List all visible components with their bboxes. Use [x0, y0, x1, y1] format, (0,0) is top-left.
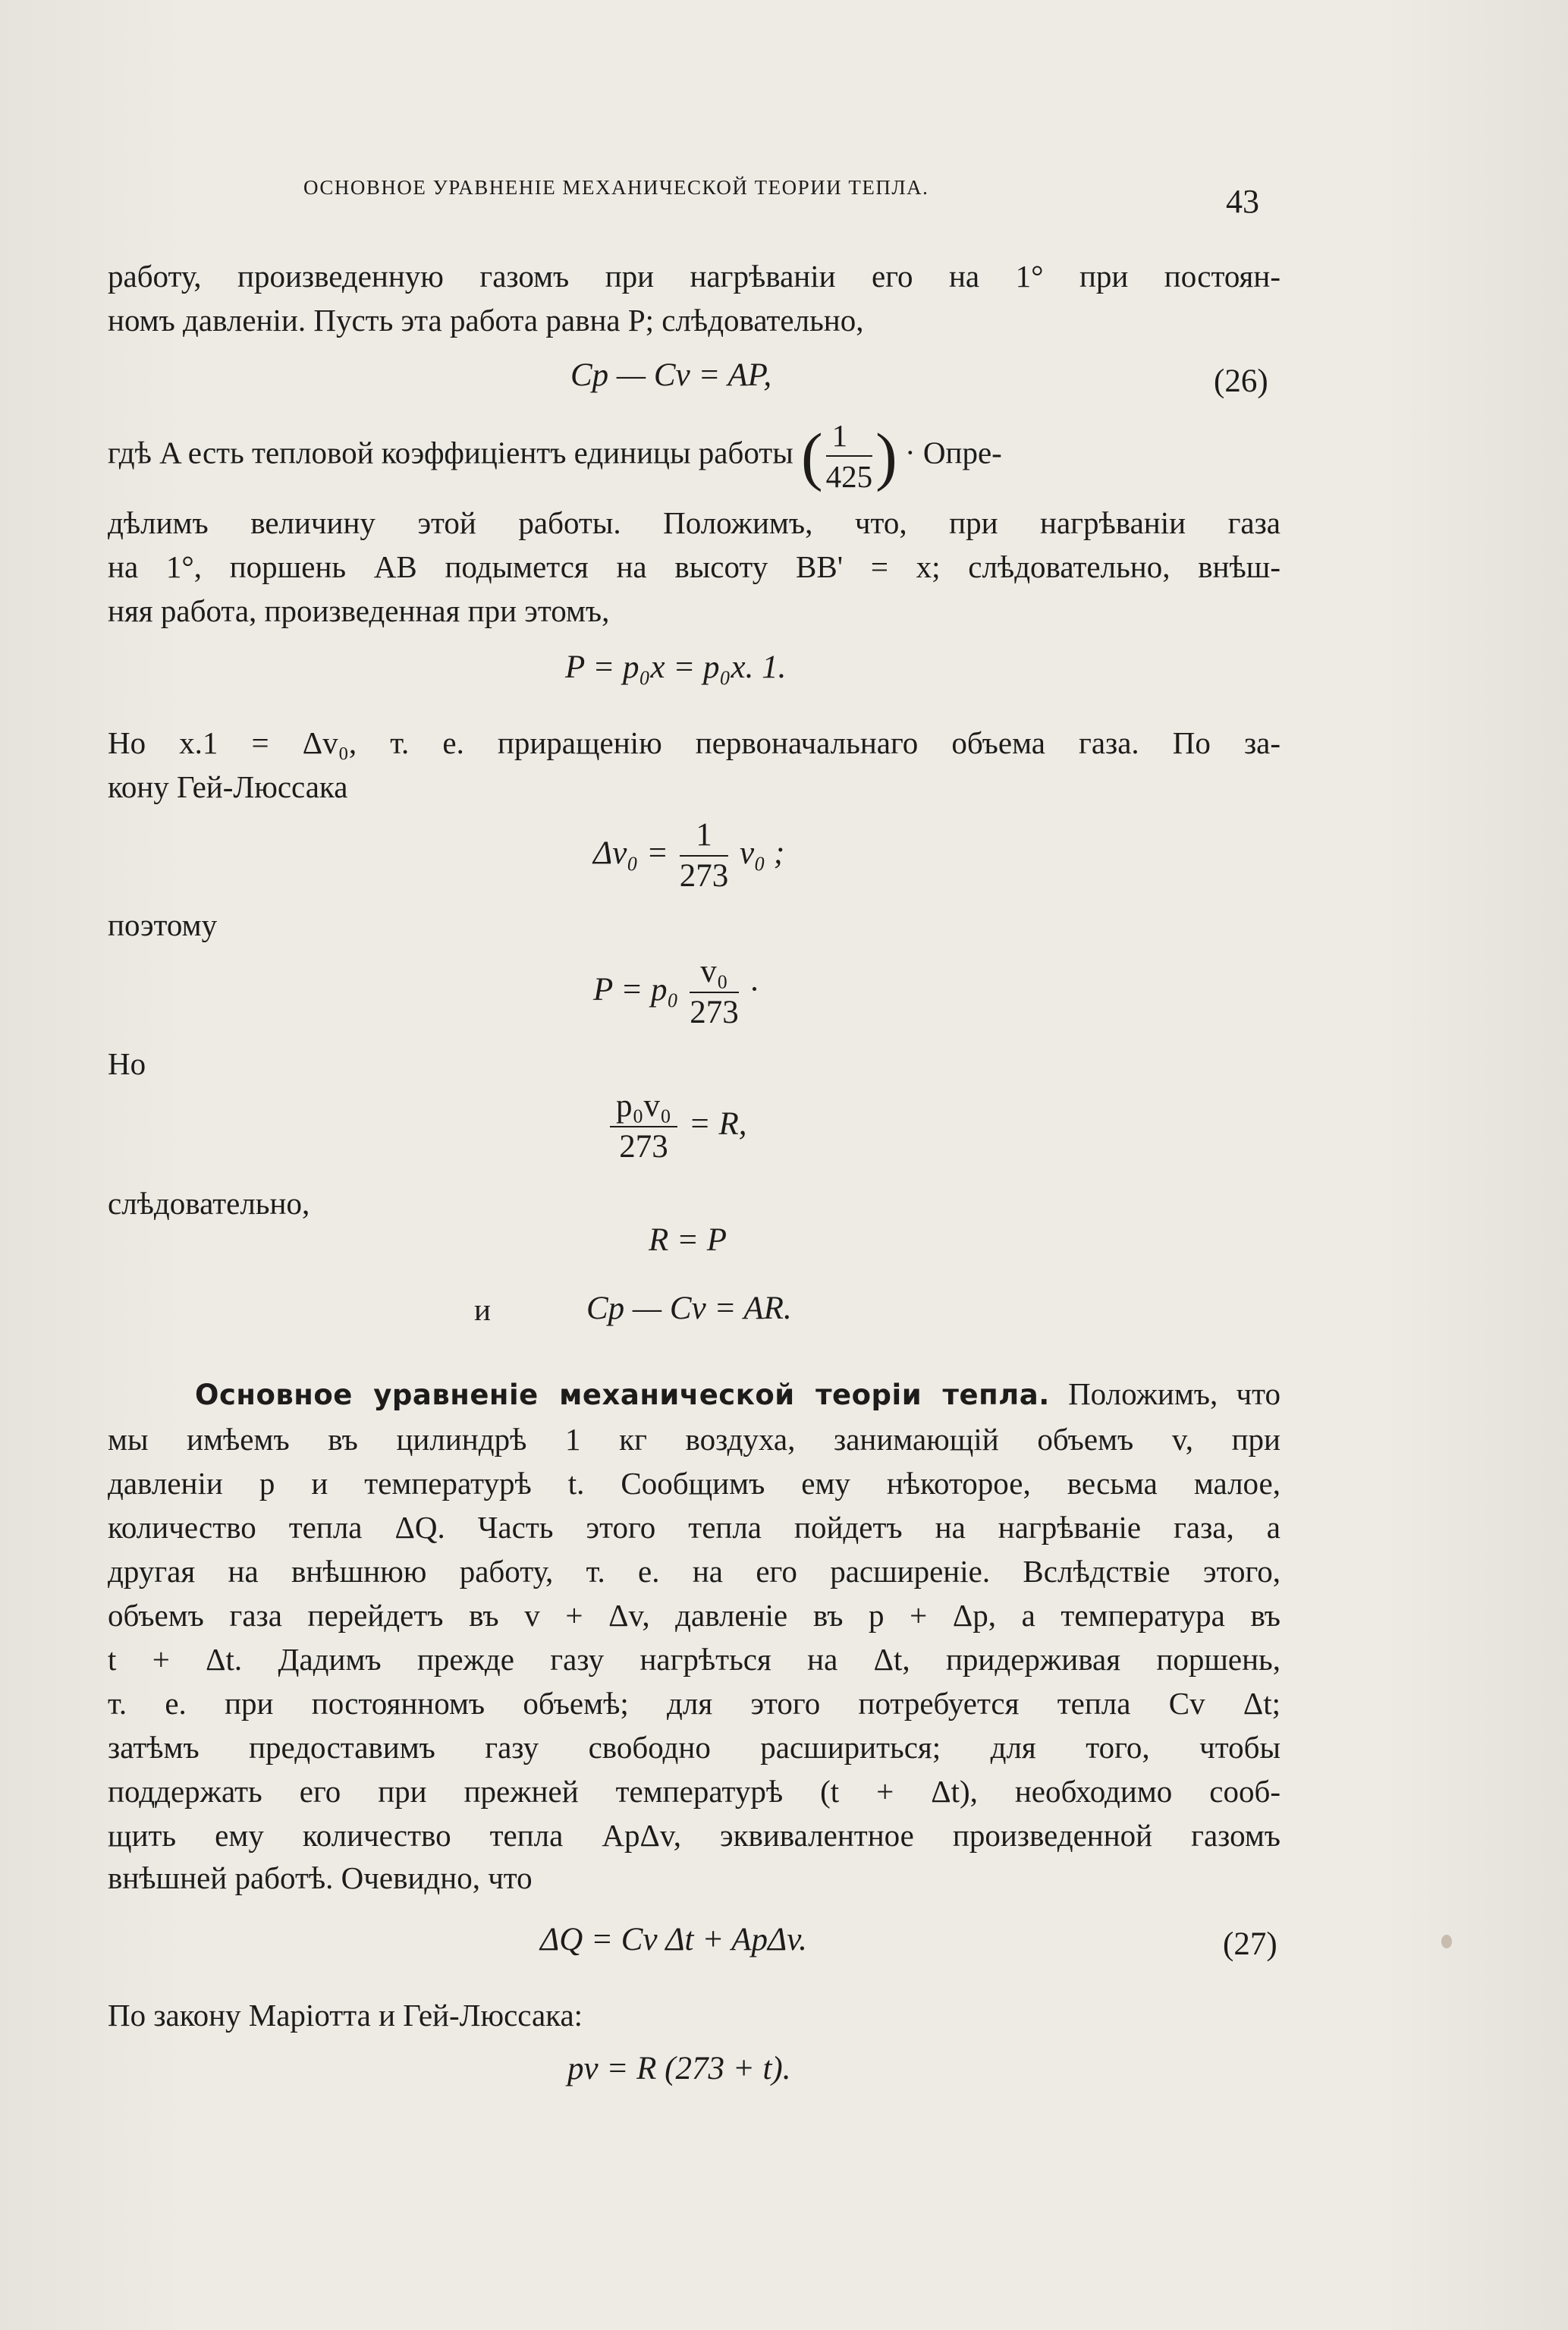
text-line: кону Гей-Люссака: [108, 769, 348, 804]
text-line: другая на внѣшнюю работу, т. е. на его расширеніе. Вслѣдствіе этого,: [108, 1554, 1280, 1589]
fraction-denominator: 273: [619, 1129, 668, 1165]
text-line: дѣлимъ величину этой работы. Положимъ, что, при нагрѣваніи газа: [108, 505, 1280, 540]
right-paren-glyph: ): [875, 420, 897, 492]
equation-number-26: (26): [1214, 363, 1268, 399]
paragraph-4: [108, 1372, 1280, 1857]
equation-number-27: (27): [1223, 1926, 1277, 1962]
equation-rhs: v₀ ;: [740, 835, 785, 871]
equation-rhs: = R,: [688, 1105, 747, 1142]
equation-lhs: P = p₀: [593, 971, 679, 1008]
text-line: затѣмъ предоставимъ газу свободно расшириться; для того, чтобы: [108, 1730, 1280, 1765]
text-line: номъ давленіи. Пусть эта работа равна P; слѣдовательно,: [108, 303, 864, 338]
text-line: внѣшней работѣ. Очевидно, что: [108, 1860, 533, 1895]
text-line: няя работа, произведенная при этомъ,: [108, 593, 610, 628]
paragraph-2-first-line: [108, 416, 1280, 496]
text-line: поддержать его при прежней температурѣ (t + Δt), необходимо сооб-: [108, 1774, 1280, 1809]
fraction-v0-273: [690, 952, 739, 1033]
running-header: ОСНОВНОЕ УРАВНЕНІЕ МЕХАНИЧЕСКОЙ ТЕОРИИ ТЕПЛА.: [303, 176, 929, 199]
text-line: объемъ газа перейдетъ въ v + Δv, давленіе въ p + Δp, а температура въ: [108, 1598, 1280, 1633]
text-line: т. е. при постоянномъ объемѣ; для этого потребуется тепла Cv Δt;: [108, 1686, 1280, 1721]
paragraph-4-end: [108, 1856, 1280, 1900]
fraction-numerator: 1: [680, 816, 729, 857]
page-number: 43: [1226, 183, 1259, 220]
text-line: мы имѣемъ въ цилиндрѣ 1 кг воздуха, занимающій объемъ v, при: [108, 1422, 1280, 1457]
paragraph-1-end: [108, 298, 1280, 342]
fraction-p0v0-273: [610, 1086, 677, 1167]
paragraph-2: [108, 501, 1280, 589]
fraction-1-425: [826, 416, 873, 496]
section-heading: Основное уравненіе механической теоріи тепла.: [195, 1379, 1050, 1411]
equation-rhs: ·: [749, 971, 759, 1008]
equation-lhs: Δv₀ =: [593, 835, 669, 871]
paragraph-1: [108, 254, 1280, 298]
text-segment: Положимъ, что: [1068, 1376, 1281, 1411]
left-paren-glyph: (: [801, 420, 823, 492]
equation-work: P = p₀x = p₀x. 1.: [565, 649, 787, 685]
text-line: количество тепла ΔQ. Часть этого тепла пойдетъ на нагрѣваніе газа, а: [108, 1510, 1280, 1545]
text-segment: гдѣ A есть тепловой коэффиціентъ единицы работы: [108, 435, 793, 470]
word-and: и: [474, 1292, 491, 1327]
text-line: [108, 1372, 1280, 1417]
equation-gas-constant: [607, 1086, 747, 1167]
text-line: на 1°, поршень AB подымется на высоту BB' = x; слѣдовательно, внѣш-: [108, 549, 1280, 584]
text-line: работу, произведенную газомъ при нагрѣваніи его на 1° при постоян-: [108, 259, 1280, 294]
text-line: По закону Маріотта и Гей-Люссака:: [108, 1998, 583, 2033]
equation-mariotte: pv = R (273 + t).: [567, 2051, 791, 2086]
fraction-1-273: [680, 816, 729, 896]
equation-r-equals-p: R = P: [649, 1222, 727, 1258]
equation-gay-lussac: [593, 816, 784, 896]
word-but: Но: [108, 1046, 146, 1081]
fraction-numerator: 1: [826, 416, 873, 457]
fraction-numerator: v₀: [690, 952, 739, 993]
text-segment: · Опре-: [905, 435, 1002, 470]
ink-smudge: [1441, 1935, 1452, 1948]
fraction-denominator: 273: [679, 858, 729, 894]
text-line: Но x.1 = Δv₀, т. е. приращенію первоначальнаго объема газа. По за-: [108, 725, 1280, 760]
paragraph-5: [108, 1993, 1280, 2037]
text-line: давленіи p и температурѣ t. Сообщимъ ему нѣкоторое, весьма малое,: [108, 1466, 1280, 1501]
text-line: t + Δt. Дадимъ прежде газу нагрѣться на Δt, придерживая поршень,: [108, 1642, 1280, 1677]
word-consequently: слѣдовательно,: [108, 1186, 310, 1221]
fraction-numerator: p₀v₀: [610, 1086, 677, 1127]
equation-26: Cp — Cv = AP,: [570, 357, 772, 393]
equation-27: ΔQ = Cv Δt + ApΔv.: [540, 1922, 807, 1957]
text-line: щить ему количество тепла ApΔv, эквивалентное произведенной газомъ: [108, 1818, 1280, 1853]
paragraph-2-end: [108, 589, 1280, 633]
fraction-denominator: 425: [825, 459, 873, 494]
equation-work-2: [593, 952, 758, 1033]
equation-cp-cv-ar: Cp — Cv = AR.: [586, 1291, 792, 1326]
word-therefore: поэтому: [108, 907, 218, 942]
paragraph-3-end: [108, 765, 1280, 809]
fraction-denominator: 273: [690, 995, 739, 1030]
paragraph-3: [108, 721, 1280, 765]
